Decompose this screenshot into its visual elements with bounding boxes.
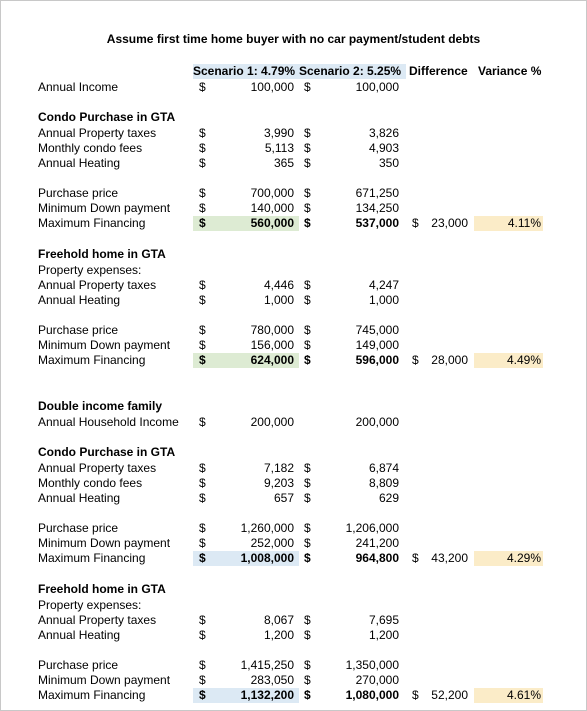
header-variance[interactable]: Variance % [478, 64, 542, 78]
scenario-2-value[interactable]: 100,000 [355, 80, 399, 94]
currency-symbol: $ [304, 551, 311, 565]
currency-symbol: $ [199, 688, 206, 702]
scenario-2-value[interactable]: 200,000 [355, 415, 399, 429]
row-label[interactable]: Purchase price [38, 186, 119, 200]
currency-symbol: $ [199, 141, 206, 155]
difference-value[interactable]: 52,200 [431, 688, 468, 702]
currency-symbol: $ [412, 353, 419, 367]
row-label[interactable]: Annual Heating [38, 491, 121, 505]
row-label[interactable]: Maximum Financing [38, 551, 146, 565]
currency-symbol: $ [199, 491, 206, 505]
sheet-title: Assume first time home buyer with no car payment/student debts [106, 32, 481, 46]
scenario-1-value[interactable]: 624,000 [250, 353, 294, 367]
row-condo-max-financing [0, 216, 587, 231]
currency-symbol: $ [412, 551, 419, 565]
currency-symbol: $ [199, 353, 206, 367]
row-label[interactable]: Annual Property taxes [38, 613, 157, 627]
row-label[interactable]: Annual Income [38, 80, 119, 94]
variance-value[interactable]: 4.61% [506, 688, 541, 702]
section-heading[interactable]: Double income family [38, 399, 163, 413]
row-label[interactable]: Annual Property taxes [38, 126, 157, 140]
scenario-2-value[interactable]: 3,826 [368, 126, 399, 140]
currency-symbol: $ [199, 628, 206, 642]
currency-symbol: $ [304, 536, 311, 550]
currency-symbol: $ [199, 338, 206, 352]
scenario-1-value[interactable]: 1,260,000 [240, 521, 294, 535]
row-label[interactable]: Monthly condo fees [38, 141, 143, 155]
currency-symbol: $ [304, 216, 311, 230]
scenario-2-value[interactable]: 1,080,000 [345, 688, 399, 702]
row-label[interactable]: Annual Heating [38, 156, 121, 170]
row-label[interactable]: Property expenses: [38, 263, 142, 277]
row-freehold-max-financing-2 [0, 688, 587, 703]
scenario-2-value[interactable]: 8,809 [368, 476, 399, 490]
scenario-1-value[interactable]: 252,000 [250, 536, 294, 550]
scenario-1-value[interactable]: 1,008,000 [240, 551, 294, 565]
currency-symbol: $ [199, 613, 206, 627]
row-condo-property-taxes-2 [0, 461, 587, 476]
scenario-1-value[interactable]: 7,182 [263, 461, 294, 475]
scenario-2-value[interactable]: 629 [378, 491, 399, 505]
variance-value[interactable]: 4.29% [506, 551, 541, 565]
section-heading-freehold-2 [0, 582, 587, 597]
currency-symbol: $ [304, 293, 311, 307]
currency-symbol: $ [304, 186, 311, 200]
currency-symbol: $ [199, 673, 206, 687]
section-heading[interactable]: Condo Purchase in GTA [38, 445, 176, 459]
row-freehold-heating [0, 293, 587, 308]
currency-symbol: $ [199, 201, 206, 215]
currency-symbol: $ [199, 461, 206, 475]
scenario-2-value[interactable]: 134,250 [355, 201, 399, 215]
currency-symbol: $ [304, 673, 311, 687]
variance-value[interactable]: 4.11% [507, 216, 541, 230]
currency-symbol: $ [199, 551, 206, 565]
section-heading-freehold [0, 247, 587, 262]
scenario-2-value[interactable]: 149,000 [355, 338, 399, 352]
currency-symbol: $ [199, 278, 206, 292]
row-freehold-purchase-price-2 [0, 658, 587, 673]
section-heading[interactable]: Condo Purchase in GTA [38, 110, 176, 124]
row-household-income [0, 415, 587, 430]
difference-value[interactable]: 23,000 [431, 216, 468, 230]
row-label[interactable]: Property expenses: [38, 598, 142, 612]
scenario-2-value[interactable]: 1,206,000 [345, 521, 399, 535]
row-condo-fees-2 [0, 476, 587, 491]
currency-symbol: $ [304, 126, 311, 140]
currency-symbol: $ [199, 521, 206, 535]
scenario-1-value[interactable]: 4,446 [263, 278, 294, 292]
scenario-2-value[interactable]: 1,200 [368, 628, 399, 642]
row-label[interactable]: Annual Heating [38, 293, 121, 307]
row-condo-max-financing-2 [0, 551, 587, 566]
section-heading-condo [0, 110, 587, 125]
scenario-2-value[interactable]: 596,000 [355, 353, 399, 367]
scenario-2-value[interactable]: 745,000 [355, 323, 399, 337]
scenario-1-value[interactable]: 560,000 [250, 216, 294, 230]
scenario-2-value[interactable]: 537,000 [355, 216, 399, 230]
header-difference[interactable]: Difference [409, 64, 468, 78]
scenario-1-value[interactable]: 8,067 [263, 613, 294, 627]
currency-symbol: $ [199, 80, 206, 94]
scenario-2-value[interactable]: 6,874 [368, 461, 399, 475]
currency-symbol: $ [304, 476, 311, 490]
section-heading-condo-2 [0, 445, 587, 460]
row-label[interactable]: Minimum Down payment [38, 338, 171, 352]
currency-symbol: $ [304, 658, 311, 672]
scenario-1-value[interactable]: 283,050 [250, 673, 294, 687]
scenario-1-value[interactable]: 1,132,200 [240, 688, 294, 702]
currency-symbol: $ [304, 491, 311, 505]
scenario-1-value[interactable]: 3,990 [263, 126, 294, 140]
currency-symbol: $ [199, 476, 206, 490]
header-scenario-2[interactable]: Scenario 2: 5.25% [299, 64, 406, 79]
row-freehold-sub [0, 263, 587, 278]
row-label[interactable]: Minimum Down payment [38, 536, 171, 550]
currency-symbol: $ [304, 156, 311, 170]
currency-symbol: $ [304, 201, 311, 215]
currency-symbol: $ [412, 688, 419, 702]
scenario-2-value[interactable]: 241,200 [355, 536, 399, 550]
currency-symbol: $ [304, 628, 311, 642]
row-label[interactable]: Purchase price [38, 521, 119, 535]
scenario-1-value[interactable]: 1,000 [263, 293, 294, 307]
currency-symbol: $ [199, 126, 206, 140]
row-freehold-heating-2 [0, 628, 587, 643]
currency-symbol: $ [304, 141, 311, 155]
currency-symbol: $ [199, 216, 206, 230]
currency-symbol: $ [199, 186, 206, 200]
row-freehold-property-taxes-2 [0, 613, 587, 628]
currency-symbol: $ [304, 688, 311, 702]
row-annual-income [0, 80, 587, 95]
scenario-2-value[interactable]: 4,903 [368, 141, 399, 155]
currency-symbol: $ [199, 323, 206, 337]
row-label[interactable]: Minimum Down payment [38, 201, 171, 215]
section-heading[interactable]: Freehold home in GTA [38, 582, 166, 596]
scenario-1-value[interactable]: 780,000 [250, 323, 294, 337]
section-heading[interactable]: Freehold home in GTA [38, 247, 166, 261]
header-row [0, 64, 587, 79]
scenario-2-value[interactable]: 270,000 [355, 673, 399, 687]
currency-symbol: $ [199, 293, 206, 307]
row-condo-down-payment [0, 201, 587, 216]
row-label[interactable]: Purchase price [38, 658, 119, 672]
currency-symbol: $ [304, 613, 311, 627]
row-condo-property-taxes [0, 126, 587, 141]
row-label[interactable]: Annual Property taxes [38, 278, 157, 292]
currency-symbol: $ [304, 278, 311, 292]
currency-symbol: $ [199, 658, 206, 672]
row-condo-fees [0, 141, 587, 156]
row-label[interactable]: Monthly condo fees [38, 476, 143, 490]
currency-symbol: $ [304, 338, 311, 352]
scenario-2-value[interactable]: 1,350,000 [345, 658, 399, 672]
scenario-1-value[interactable]: 365 [273, 156, 294, 170]
scenario-1-value[interactable]: 200,000 [250, 415, 294, 429]
scenario-2-value[interactable]: 1,000 [368, 293, 399, 307]
scenario-2-value[interactable]: 350 [378, 156, 399, 170]
scenario-1-value[interactable]: 5,113 [264, 141, 294, 155]
variance-value[interactable]: 4.49% [506, 353, 541, 367]
row-label[interactable]: Maximum Financing [38, 688, 146, 702]
difference-value[interactable]: 28,000 [431, 353, 468, 367]
row-freehold-down-payment-2 [0, 673, 587, 688]
currency-symbol: $ [304, 323, 311, 337]
currency-symbol: $ [412, 216, 419, 230]
scenario-1-value[interactable]: 9,203 [263, 476, 294, 490]
row-condo-purchase-price [0, 186, 587, 201]
row-condo-purchase-price-2 [0, 521, 587, 536]
scenario-1-value[interactable]: 700,000 [250, 186, 294, 200]
scenario-1-value[interactable]: 657 [273, 491, 294, 505]
row-label[interactable]: Annual Household Income [38, 415, 179, 429]
row-freehold-property-taxes [0, 278, 587, 293]
row-condo-heating-2 [0, 491, 587, 506]
row-label[interactable]: Annual Heating [38, 628, 121, 642]
currency-symbol: $ [304, 353, 311, 367]
difference-value[interactable]: 43,200 [431, 551, 468, 565]
currency-symbol: $ [304, 461, 311, 475]
currency-symbol: $ [199, 415, 206, 429]
row-freehold-purchase-price [0, 323, 587, 338]
row-label[interactable]: Maximum Financing [38, 353, 146, 367]
currency-symbol: $ [304, 80, 311, 94]
row-freehold-sub-2 [0, 598, 587, 613]
scenario-2-value[interactable]: 671,250 [355, 186, 399, 200]
currency-symbol: $ [199, 536, 206, 550]
row-condo-heating [0, 156, 587, 171]
scenario-1-value[interactable]: 156,000 [250, 338, 294, 352]
scenario-1-value[interactable]: 140,000 [250, 201, 294, 215]
scenario-2-value[interactable]: 7,695 [368, 613, 399, 627]
row-freehold-down-payment [0, 338, 587, 353]
currency-symbol: $ [199, 156, 206, 170]
row-condo-down-payment-2 [0, 536, 587, 551]
scenario-1-value[interactable]: 100,000 [250, 80, 294, 94]
scenario-2-value[interactable]: 4,247 [368, 278, 399, 292]
row-label[interactable]: Annual Property taxes [38, 461, 157, 475]
header-scenario-1[interactable]: Scenario 1: 4.79% [193, 64, 299, 79]
scenario-1-value[interactable]: 1,200 [263, 628, 294, 642]
row-label[interactable]: Minimum Down payment [38, 673, 171, 687]
scenario-1-value[interactable]: 1,415,250 [240, 658, 294, 672]
currency-symbol: $ [304, 521, 311, 535]
section-heading-double-income [0, 399, 587, 414]
row-label[interactable]: Maximum Financing [38, 216, 146, 230]
scenario-2-value[interactable]: 964,800 [355, 551, 399, 565]
row-label[interactable]: Purchase price [38, 323, 119, 337]
row-freehold-max-financing [0, 353, 587, 368]
